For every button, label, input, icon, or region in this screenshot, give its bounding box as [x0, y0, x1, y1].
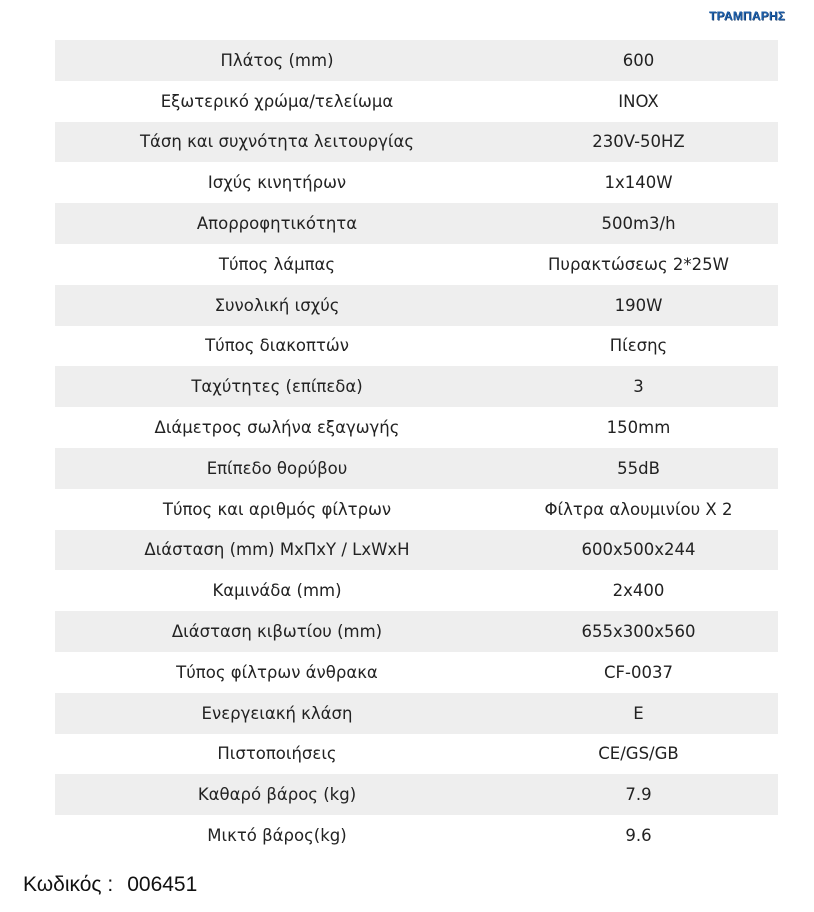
spec-row	[55, 81, 778, 122]
spec-label: Τύπος και αριθμός φίλτρων	[162, 499, 392, 519]
spec-row	[55, 693, 778, 734]
spec-label: Μικτό βάρος(kg)	[207, 826, 347, 846]
spec-row	[55, 570, 778, 611]
spec-label: Τάση και συχνότητα λειτουργίας	[139, 132, 415, 152]
spec-label: Ταχύτητες (επίπεδα)	[191, 377, 363, 397]
brand-logo: ΤΡΑΜΠΑΡΗΣ	[709, 9, 786, 23]
spec-label: Διάσταση (mm) ΜxΠxΥ / LxWxH	[144, 540, 410, 560]
spec-row	[55, 40, 778, 81]
spec-row	[55, 734, 778, 775]
spec-value: 600	[622, 50, 655, 70]
spec-value: Πυρακτώσεως 2*25W	[548, 254, 729, 274]
spec-value: 190W	[614, 295, 663, 315]
spec-value: CE/GS/GB	[598, 744, 679, 764]
spec-label: Συνολική ισχύς	[214, 295, 340, 315]
spec-row	[55, 489, 778, 530]
spec-row	[55, 122, 778, 163]
spec-label: Εξωτερικό χρώμα/τελείωμα	[160, 91, 394, 111]
spec-label: Επίπεδο θορύβου	[206, 458, 348, 478]
spec-value: Φίλτρα αλουμινίου Χ 2	[544, 499, 733, 519]
spec-row	[55, 407, 778, 448]
spec-label: Τύπος λάμπας	[218, 254, 336, 274]
product-code	[23, 873, 197, 897]
spec-row	[55, 448, 778, 489]
spec-value: 2x400	[612, 581, 665, 601]
spec-value: 1x140W	[604, 173, 673, 193]
spec-row	[55, 366, 778, 407]
spec-label: Διάσταση κιβωτίου (mm)	[171, 622, 383, 642]
spec-label: Καθαρό βάρος (kg)	[197, 785, 357, 805]
product-code-value: 006451	[127, 873, 198, 896]
spec-value: 9.6	[625, 826, 652, 846]
spec-label: Ισχύς κινητήρων	[207, 173, 347, 193]
spec-label: Τύπος φίλτρων άνθρακα	[176, 662, 378, 682]
spec-value: 3	[633, 377, 644, 397]
spec-value: 500m3/h	[601, 214, 676, 234]
spec-label: Ενεργειακή κλάση	[201, 703, 353, 723]
spec-value: 7.9	[625, 785, 652, 805]
spec-row	[55, 326, 778, 367]
spec-row	[55, 203, 778, 244]
spec-row	[55, 652, 778, 693]
spec-value: 655x300x560	[581, 622, 696, 642]
spec-table	[55, 40, 778, 851]
spec-label: Απορροφητικότητα	[196, 214, 358, 234]
spec-value: 600x500x244	[581, 540, 696, 560]
spec-value: Πίεσης	[609, 336, 668, 356]
spec-value: 230V-50HZ	[592, 132, 685, 152]
spec-label: Πιστοποιήσεις	[217, 744, 337, 764]
spec-row	[55, 611, 778, 652]
spec-label: Καμινάδα (mm)	[212, 581, 342, 601]
spec-value: INOX	[618, 91, 659, 111]
spec-value: CF-0037	[604, 662, 673, 682]
spec-row	[55, 162, 778, 203]
spec-label: Διάμετρος σωλήνα εξαγωγής	[154, 418, 400, 438]
spec-value: 55dB	[617, 458, 660, 478]
spec-value: E	[633, 703, 644, 723]
spec-value: 150mm	[606, 418, 671, 438]
spec-label: Τύπος διακοπτών	[205, 336, 349, 356]
spec-row	[55, 774, 778, 815]
spec-row	[55, 244, 778, 285]
product-code-label: Κωδικός :	[23, 873, 114, 896]
spec-label: Πλάτος (mm)	[220, 50, 334, 70]
spec-row	[55, 815, 778, 851]
spec-row	[55, 285, 778, 326]
spec-row	[55, 530, 778, 571]
